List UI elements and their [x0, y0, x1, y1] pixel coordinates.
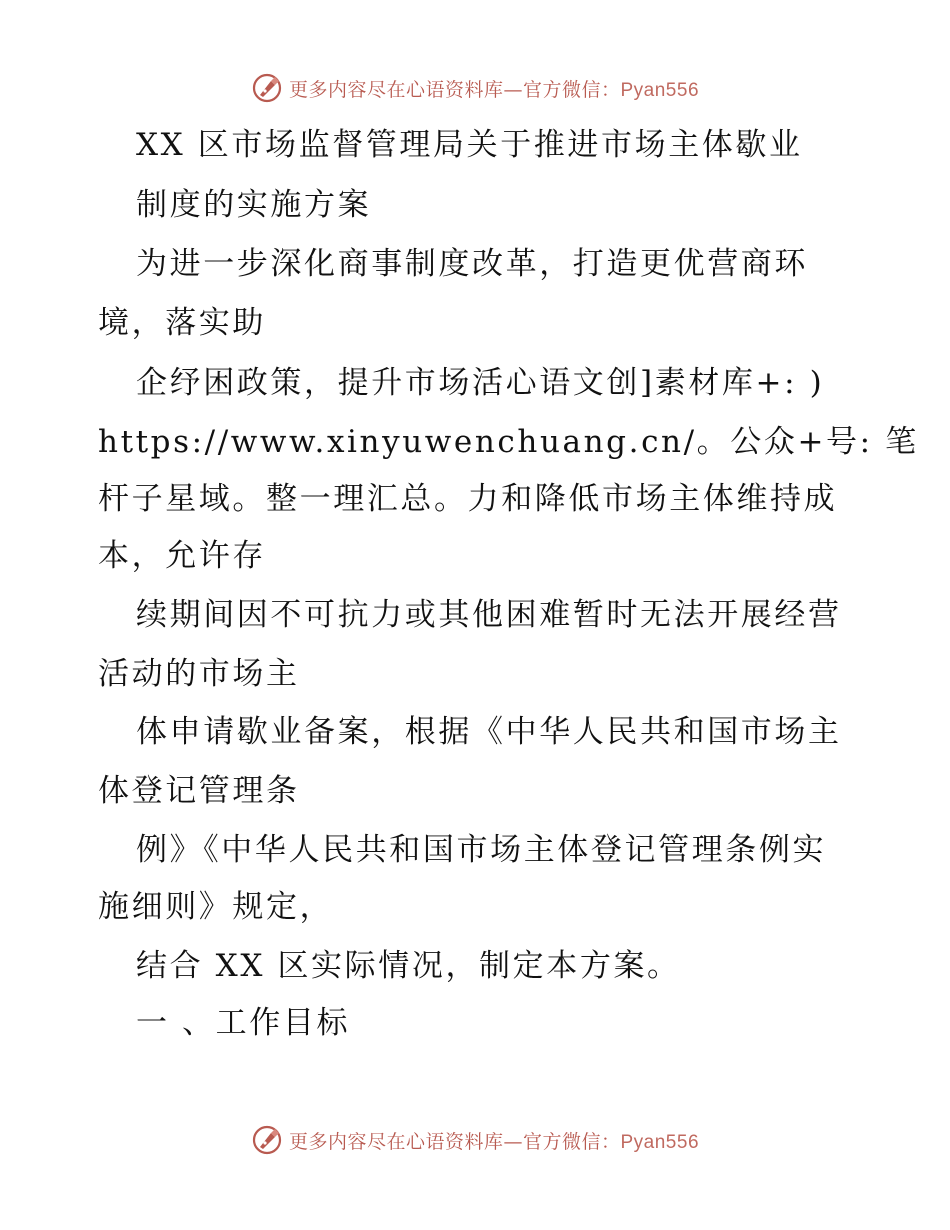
paragraph-line: 企纾困政策，提升市场活心语文创]素材库+: )	[136, 365, 825, 401]
document-title-line-1: XX 区市场监督管理局关于推进市场主体歇业	[136, 127, 803, 163]
promo-text: 更多内容尽在心语资料库—官方微信：Pyan556	[288, 1130, 700, 1153]
paragraph-line: 续期间因不可抗力或其他困难暂时无法开展经营	[136, 597, 842, 633]
wechat-id: Pyan556	[620, 1131, 700, 1153]
paragraph-line: 境，落实助	[98, 305, 266, 341]
paragraph-line: 例》《中华人民共和国市场主体登记管理条例实	[136, 832, 827, 868]
paragraph-line: https://www.xinyuwenchuang.cn/。公众+号: 笔	[98, 424, 919, 460]
footer-promo-banner	[0, 1124, 950, 1156]
paragraph-line: 活动的市场主	[98, 656, 300, 692]
paragraph-line: 本，允许存	[98, 538, 266, 574]
document-title-line-2: 制度的实施方案	[136, 187, 372, 223]
paragraph-line: 体登记管理条	[98, 773, 300, 809]
promo-text: 更多内容尽在心语资料库—官方微信：Pyan556	[288, 78, 700, 101]
paragraph-line: 结合 XX 区实际情况，制定本方案。	[136, 948, 681, 984]
paragraph-line: 施细则》规定，	[98, 889, 334, 925]
wechat-id: Pyan556	[620, 79, 700, 101]
paragraph-line: 为进一步深化商事制度改革，打造更优营商环	[136, 246, 808, 282]
paragraph-line: 杆子星域。整一理汇总。力和降低市场主体维持成	[98, 481, 838, 517]
paragraph-line: 体申请歇业备案，根据《中华人民共和国市场主	[136, 714, 842, 750]
section-heading: 一 、工作目标	[136, 1005, 351, 1041]
pen-nib-logo-icon	[251, 1124, 283, 1156]
